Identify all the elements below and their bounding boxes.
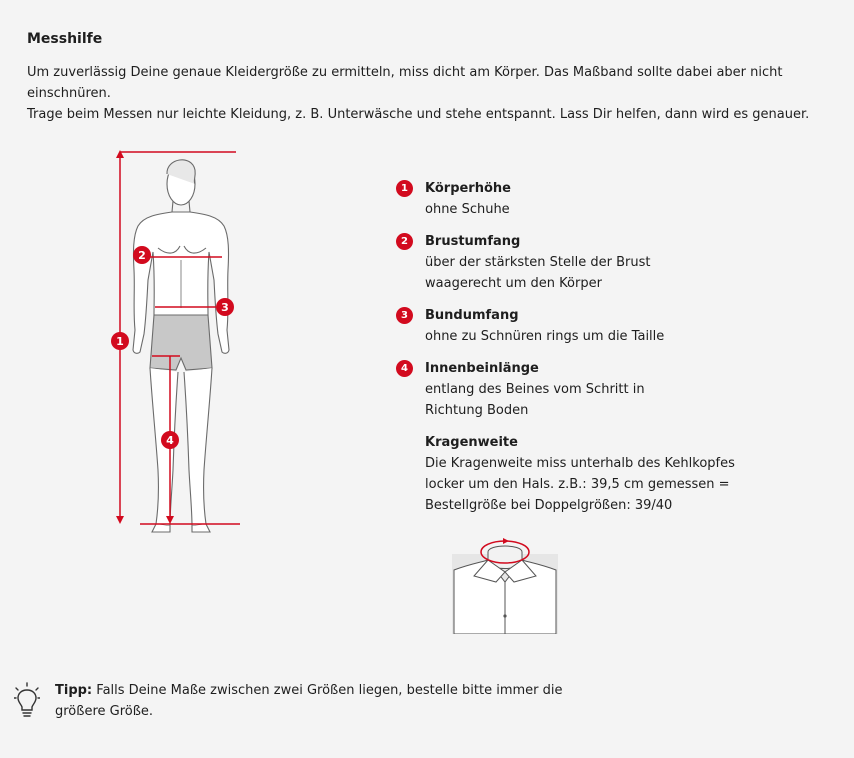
collar-title: Kragenweite [425,435,518,450]
arrow-down-icon [116,516,124,524]
legend-item-title: Innenbeinlänge [425,361,539,376]
legend-item-description: ohne zu Schnüren rings um die Taille [425,329,665,344]
legend-item-description: waagerecht um den Körper [425,276,602,291]
marker-2-label: 2 [138,249,146,262]
collar-description: Bestellgröße bei Doppelgrößen: 39/40 [425,498,673,513]
collar-section [425,432,825,516]
legend-number-badge: 3 [396,307,413,324]
collar-description: Die Kragenweite miss unterhalb des Kehlkopfes [425,456,735,471]
legend-item-koerperhoehe [396,178,816,220]
shirt-collar-illustration [452,530,558,634]
legend-number-badge: 4 [396,360,413,377]
legend-item-innenbeinlaenge [396,358,816,421]
body-measurement-figure [100,140,260,540]
tip-text [55,680,575,722]
tip-line: Falls Deine Maße zwischen zwei Größen liegen, bestelle bitte immer die [96,683,563,698]
intro-text [27,62,847,125]
legend-item-description: über der stärksten Stelle der Brust [425,255,651,270]
tip-label: Tipp: [55,683,93,698]
legend-item-title: Körperhöhe [425,181,511,196]
arrow-right-icon [503,538,509,544]
button-icon [503,614,506,617]
marker-1-label: 1 [116,335,124,348]
marker-4-label: 4 [166,434,174,447]
intro-line: Trage beim Messen nur leichte Kleidung, z. B. Unterwäsche und stehe entspannt. Lass Dir helfen, dann wird es genauer. [27,107,810,122]
intro-line: Um zuverlässig Deine genaue Kleidergröße zu ermitteln, miss dicht am Körper. Das Maßband sollte dabei aber nicht einschnüren. [27,65,783,101]
legend-item-description: entlang des Beines vom Schritt in [425,382,645,397]
legend-item-description: Richtung Boden [425,403,529,418]
tip-line: größere Größe. [55,704,154,719]
legend-item-description: ohne Schuhe [425,202,510,217]
legend-item-title: Bundumfang [425,308,519,323]
lightbulb-icon [14,682,40,718]
measurement-legend [396,178,816,421]
collar-description: locker um den Hals. z.B.: 39,5 cm gemessen = [425,477,730,492]
page-title: Messhilfe [27,31,103,47]
marker-3-label: 3 [221,301,229,314]
body-outline [133,160,229,532]
legend-number-badge: 1 [396,180,413,197]
legend-number-badge: 2 [396,233,413,250]
arrow-up-icon [116,150,124,158]
legend-item-bundumfang [396,305,816,347]
legend-item-brustumfang [396,231,816,294]
legend-item-title: Brustumfang [425,234,521,249]
